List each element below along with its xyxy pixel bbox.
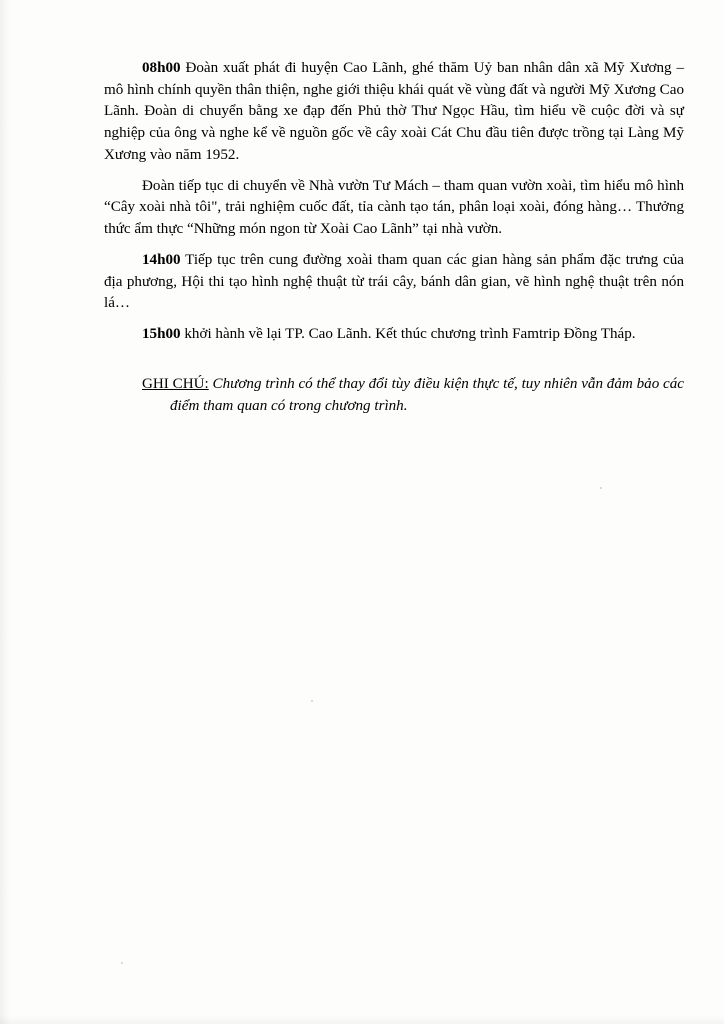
itinerary-paragraph	[104, 250, 684, 315]
itinerary-paragraph	[104, 324, 684, 346]
note-label: GHI CHÚ:	[142, 375, 209, 392]
scan-speck	[121, 962, 123, 964]
itinerary-paragraph	[104, 58, 684, 167]
time-label: 08h00	[142, 60, 181, 76]
paragraph-text: Đoàn xuất phát đi huyện Cao Lãnh, ghé thăm Uỷ ban nhân dân xã Mỹ Xương – mô hình chính quyền thân thiện, nghe giới thiệu khái quát về vùng đất và người Mỹ Xương Cao Lãnh. Đoàn di chuyển bằng xe đạp đến Phủ thờ Thư Ngọc Hầu, tìm hiểu về cuộc đời và sự nghiệp của ông và nghe kể về nguồn gốc về cây xoài Cát Chu đầu tiên được trồng tại Làng Mỹ Xương vào năm 1952.	[104, 60, 684, 163]
paragraph-text: khởi hành về lại TP. Cao Lãnh. Kết thúc chương trình Famtrip Đồng Tháp.	[180, 326, 636, 343]
time-label: 14h00	[142, 251, 181, 268]
paragraph-text: Đoàn tiếp tục di chuyển về Nhà vườn Tư Mách – tham quan vườn xoài, tìm hiểu mô hình “Cây xoài nhà tôi", trải nghiệm cuốc đất, tỉa cành tạo tán, phân loại xoài, đóng hàng… Thưởng thức ẩm thực “Những món ngon từ Xoài Cao Lãnh” tại nhà vườn.	[104, 177, 684, 238]
note-block	[104, 374, 684, 417]
document-body	[104, 58, 684, 417]
time-label: 15h00	[142, 326, 181, 343]
scan-edge-left	[0, 0, 10, 1024]
scan-edge-bottom	[0, 1016, 724, 1024]
scan-speck	[600, 487, 602, 489]
paragraph-text: Tiếp tục trên cung đường xoài tham quan các gian hàng sản phẩm đặc trưng của địa phương, Hội thi tạo hình nghệ thuật từ trái cây, bánh dân gian, vẽ hình nghệ thuật trên nón lá…	[104, 251, 684, 312]
note-text: Chương trình có thể thay đổi tùy điều kiện thực tế, tuy nhiên vẫn đảm bảo các điểm tham quan có trong chương trình.	[170, 375, 684, 414]
scan-speck	[311, 700, 313, 702]
itinerary-paragraph	[104, 176, 684, 241]
